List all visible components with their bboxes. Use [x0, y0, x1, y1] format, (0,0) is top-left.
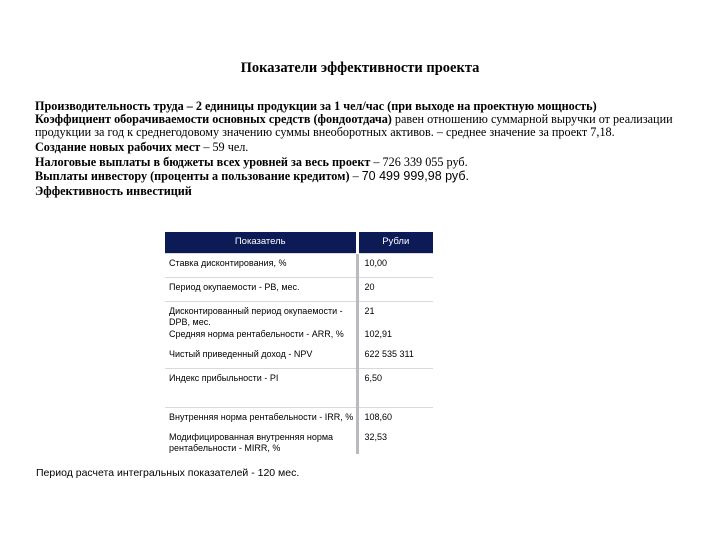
indicators-table [165, 232, 433, 454]
indicator-cell: Период окупаемости - PB, мес. [165, 278, 357, 302]
calculation-period-note: Период расчета интегральных показателей - 120 мес. [36, 467, 300, 479]
table-row [165, 328, 433, 348]
value-cell: 20 [357, 278, 433, 302]
jobs-paragraph [35, 140, 690, 154]
investment-efficiency-heading: Эффективность инвестиций [35, 183, 192, 198]
indicator-cell: Чистый приведенный доход - NPV [165, 348, 357, 369]
indicator-cell: Внутренняя норма рентабельности - IRR, % [165, 408, 357, 432]
value-cell: 10,00 [357, 254, 433, 278]
jobs-value: – 59 чел. [200, 140, 249, 155]
indicator-cell: Индекс прибыльности - PI [165, 369, 357, 408]
column-header-indicator: Показатель [165, 232, 357, 254]
value-cell: 6,50 [357, 369, 433, 408]
table-header-row [165, 232, 433, 254]
table-row [165, 369, 433, 408]
investor-value: 70 499 999,98 руб. [361, 169, 469, 184]
indicator-cell: Средняя норма рентабельности - ARR, % [165, 328, 357, 348]
indicator-cell: Ставка дисконтирования, % [165, 254, 357, 278]
value-cell: 32,53 [364, 432, 388, 442]
value-cell: 21 [357, 302, 433, 329]
taxes-label: Налоговые выплаты в бюджеты всех уровней за весь проект [35, 154, 371, 169]
investor-dash: – [349, 169, 362, 184]
table-row [165, 431, 433, 454]
value-cell: 102,91 [364, 329, 393, 339]
taxes-value: – 726 339 055 руб. [370, 154, 468, 169]
investor-label: Выплаты инвестору (проценты а пользование кредитом) [35, 169, 350, 184]
indicator-cell: Модифицированная внутренняя норма рентабельности - MIRR, % [165, 431, 357, 454]
project-description [35, 99, 690, 198]
value-cell: 108,60 [357, 408, 433, 432]
turnover-text: равен отношению суммарной выручки от реализации продукции за год к среднегодовому значению суммы внеоборотных активов. – среднее значение за проект 7,18. [35, 112, 673, 139]
table-row [165, 408, 433, 432]
turnover-paragraph [35, 113, 690, 138]
page-title: Показатели эффективности проекта [240, 60, 480, 76]
value-cell: 622 535 311 [364, 349, 414, 359]
table-row [165, 348, 433, 369]
table-row [165, 278, 433, 302]
indicator-cell: Дисконтированный период окупаемости - DPB, мес. [165, 302, 357, 329]
jobs-label: Создание новых рабочих мест [35, 140, 201, 155]
table-row [165, 254, 433, 278]
investor-paragraph [35, 169, 690, 183]
column-header-value: Рубли [357, 232, 433, 254]
taxes-paragraph [35, 155, 690, 169]
table-row [165, 302, 433, 329]
turnover-label: Коэффициент оборачиваемости основных средств (фондоотдача) [35, 112, 392, 127]
productivity-paragraph: Производительность труда – 2 единицы продукции за 1 чел/час (при выходе на проектную мощность) [35, 99, 597, 113]
